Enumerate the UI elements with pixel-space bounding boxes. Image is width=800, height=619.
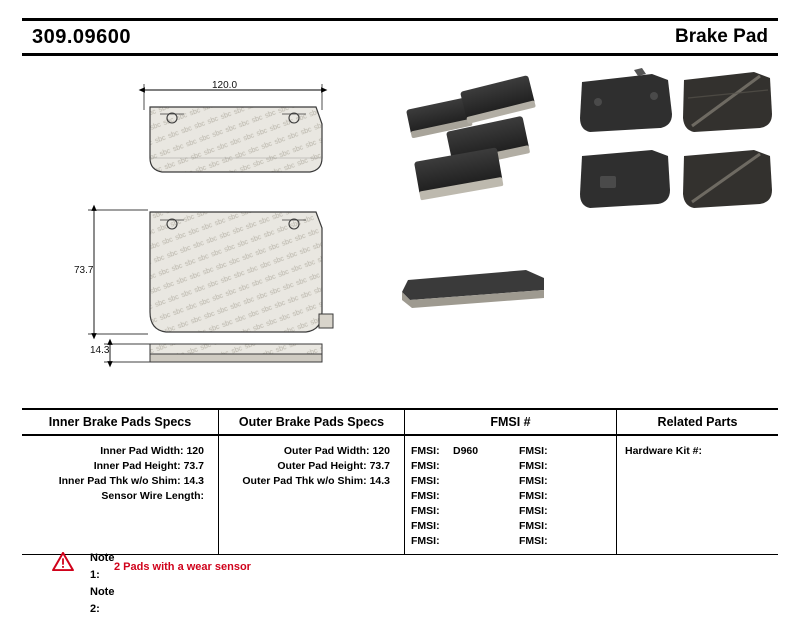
header-inner-specs: Inner Brake Pads Specs xyxy=(48,415,192,429)
outer-pad-width-value: 120 xyxy=(372,445,390,457)
fmsi-label: FMSI: xyxy=(411,535,440,547)
fmsi-value xyxy=(453,534,519,549)
warning-icon xyxy=(52,552,74,571)
fmsi-label: FMSI: xyxy=(411,490,440,502)
spec-row xyxy=(22,459,218,474)
fmsi-label: FMSI: xyxy=(411,460,440,472)
fmsi-label: FMSI: xyxy=(411,445,440,457)
fmsi-row xyxy=(405,459,616,474)
fmsi-row xyxy=(405,444,616,459)
inner-pad-plan-view xyxy=(150,212,333,332)
sensor-wire-length-label: Sensor Wire Length: xyxy=(101,490,204,502)
note-1-text: 2 Pads with a wear sensor xyxy=(114,560,251,573)
fmsi-value xyxy=(453,474,519,489)
pad-photo-group-angled xyxy=(406,75,536,200)
fmsi-label-secondary: FMSI: xyxy=(519,535,548,547)
fmsi-label-secondary: FMSI: xyxy=(519,505,548,517)
fmsi-row xyxy=(405,474,616,489)
fmsi-cell xyxy=(404,436,616,554)
related-parts-cell xyxy=(616,436,778,554)
fmsi-label-secondary: FMSI: xyxy=(519,475,548,487)
width-dimension-label: 120.0 xyxy=(212,80,238,91)
outer-pad-height-value: 73.7 xyxy=(369,460,390,472)
spec-row xyxy=(22,474,218,489)
thickness-dimension xyxy=(104,344,150,362)
fmsi-value xyxy=(453,504,519,519)
pad-edge-view xyxy=(150,344,322,362)
table-body-row xyxy=(22,436,778,554)
outer-specs-cell xyxy=(218,436,404,554)
fmsi-label-secondary: FMSI: xyxy=(519,490,548,502)
inner-pad-height-value: 73.7 xyxy=(183,460,204,472)
pad-photo-edge xyxy=(402,270,544,308)
height-dimension xyxy=(88,210,148,334)
note-2-label: Note 2: xyxy=(90,586,115,615)
fmsi-label-secondary: FMSI: xyxy=(519,445,548,457)
fmsi-label: FMSI: xyxy=(411,520,440,532)
inner-pad-thk-value: 14.3 xyxy=(183,475,204,487)
spec-row xyxy=(219,474,404,489)
fmsi-row xyxy=(405,534,616,549)
fmsi-label-secondary: FMSI: xyxy=(519,460,548,472)
note-row-2 xyxy=(52,584,552,618)
fmsi-value: D960 xyxy=(453,445,479,457)
table-header-row xyxy=(22,410,778,436)
inner-pad-thk-label: Inner Pad Thk w/o Shim: xyxy=(58,475,181,487)
fmsi-row xyxy=(405,489,616,504)
note-1-label: Note 1: xyxy=(90,552,115,581)
outer-pad-width-label: Outer Pad Width: xyxy=(283,445,370,457)
notes-section xyxy=(52,550,552,618)
outer-pad-thk-value: 14.3 xyxy=(369,475,390,487)
fmsi-label: FMSI: xyxy=(411,475,440,487)
header-related-parts: Related Parts xyxy=(616,410,778,434)
outer-pad-plan-view xyxy=(150,107,322,172)
thickness-dimension-label: 14.3 xyxy=(90,345,110,356)
spec-row xyxy=(219,459,404,474)
header-outer-specs: Outer Brake Pads Specs xyxy=(218,410,404,434)
fmsi-value xyxy=(453,519,519,534)
specifications-table xyxy=(22,408,778,555)
header-bar xyxy=(22,18,778,56)
fmsi-label: FMSI: xyxy=(411,505,440,517)
inner-pad-width-value: 120 xyxy=(186,445,204,457)
technical-drawings xyxy=(22,62,382,392)
outer-pad-height-label: Outer Pad Height: xyxy=(277,460,367,472)
part-number: 309.09600 xyxy=(32,25,132,48)
fmsi-label-secondary: FMSI: xyxy=(519,520,548,532)
spec-row xyxy=(22,444,218,459)
fmsi-value xyxy=(453,489,519,504)
fmsi-row xyxy=(405,519,616,534)
fmsi-row xyxy=(405,504,616,519)
outer-pad-thk-label: Outer Pad Thk w/o Shim: xyxy=(242,475,367,487)
inner-specs-cell xyxy=(22,436,218,554)
spec-row xyxy=(219,444,404,459)
fmsi-value xyxy=(453,459,519,474)
inner-pad-height-label: Inner Pad Height: xyxy=(93,460,181,472)
pad-photo-group-flatlay xyxy=(580,68,772,208)
spec-row xyxy=(22,489,218,504)
note-row-1 xyxy=(52,550,552,584)
height-dimension-label: 73.7 xyxy=(74,265,94,276)
page-title: Brake Pad xyxy=(675,26,768,47)
drawing-area xyxy=(22,62,778,392)
inner-pad-width-label: Inner Pad Width: xyxy=(100,445,184,457)
header-fmsi: FMSI # xyxy=(404,410,616,434)
product-photos xyxy=(384,62,776,392)
hardware-kit-label: Hardware Kit #: xyxy=(625,445,703,457)
